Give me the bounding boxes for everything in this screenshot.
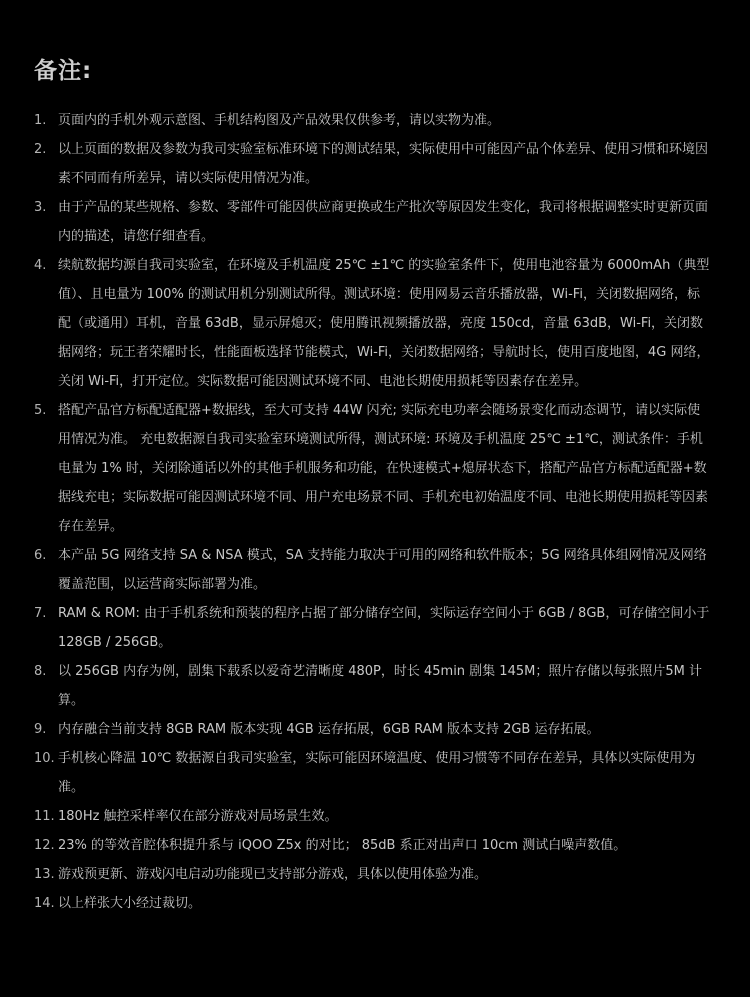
- item-text: RAM & ROM: 由于手机系统和预装的程序占据了部分储存空间，实际运存空间小于 6GB / 8GB，可存储空间小于 128GB / 256GB。: [58, 606, 710, 650]
- item-text: 游戏预更新、游戏闪电启动功能现已支持部分游戏，具体以使用体验为准。: [58, 867, 488, 882]
- notes-list: [34, 106, 716, 918]
- list-item: [34, 831, 716, 860]
- item-number: 6.: [34, 548, 47, 563]
- item-number: 9.: [34, 722, 47, 737]
- item-text: 本产品 5G 网络支持 SA & NSA 模式，SA 支持能力取决于可用的网络和软件版本；5G 网络具体组网情况及网络覆盖范围，以运营商实际部署为准。: [58, 548, 707, 592]
- list-item: [34, 802, 716, 831]
- item-text: 以上页面的数据及参数为我司实验室标准环境下的测试结果，实际使用中可能因产品个体差异、使用习惯和环境因素不同而有所差异，请以实际使用情况为准。: [58, 142, 709, 186]
- item-text: 23% 的等效音腔体积提升系与 iQOO Z5x 的对比； 85dB 系正对出声口 10cm 测试白噪声数值。: [58, 838, 627, 853]
- list-item: [34, 251, 716, 396]
- item-text: 以 256GB 内存为例，剧集下载系以爱奇艺清晰度 480P，时长 45min 剧集 145M；照片存储以每张照片5M 计算。: [58, 664, 702, 708]
- item-number: 14.: [34, 896, 55, 911]
- list-item: [34, 889, 716, 918]
- list-item: [34, 715, 716, 744]
- item-number: 3.: [34, 200, 47, 215]
- item-number: 5.: [34, 403, 47, 418]
- page-title: 备注:: [34, 58, 93, 84]
- item-number: 11.: [34, 809, 55, 824]
- list-item: [34, 657, 716, 715]
- item-text: 180Hz 触控采样率仅在部分游戏对局场景生效。: [58, 809, 338, 824]
- list-item: [34, 599, 716, 657]
- item-number: 12.: [34, 838, 55, 853]
- item-number: 2.: [34, 142, 47, 157]
- list-item: [34, 744, 716, 802]
- item-number: 10.: [34, 751, 55, 766]
- item-text: 手机核心降温 10℃ 数据源自我司实验室，实际可能因环境温度、使用习惯等不同存在差异，具体以实际使用为准。: [58, 751, 696, 795]
- list-item: [34, 193, 716, 251]
- item-text: 由于产品的某些规格、参数、零部件可能因供应商更换或生产批次等原因发生变化，我司将根据调整实时更新页面内的描述，请您仔细查看。: [58, 200, 709, 244]
- list-item: [34, 541, 716, 599]
- item-number: 7.: [34, 606, 47, 621]
- item-number: 1.: [34, 113, 47, 128]
- item-text: 续航数据均源自我司实验室，在环境及手机温度 25℃ ±1℃ 的实验室条件下，使用电池容量为 6000mAh（典型值）、且电量为 100% 的测试用机分别测试所得。测试环境：使用网易云音乐播放器，Wi-Fi，关闭数据网络，标配（或通用）耳机，音量 63dB，显示屏熄灭；使用腾讯视频播放器，亮度 150cd，音量 63dB，Wi-Fi，关闭数据网络；玩王者荣耀时长，性能面板选择节能模式，Wi-Fi，关闭数据网络；导航时长，使用百度地图，4G 网络，关闭 Wi-Fi，打开定位。实际数据可能因测试环境不同、电池长期使用损耗等因素存在差异。: [58, 258, 710, 389]
- item-number: 13.: [34, 867, 55, 882]
- item-text: 内存融合当前支持 8GB RAM 版本实现 4GB 运存拓展，6GB RAM 版本支持 2GB 运存拓展。: [58, 722, 600, 737]
- list-item: [34, 860, 716, 889]
- item-text: 以上样张大小经过裁切。: [58, 896, 202, 911]
- item-text: 页面内的手机外观示意图、手机结构图及产品效果仅供参考，请以实物为准。: [58, 113, 501, 128]
- item-number: 8.: [34, 664, 47, 679]
- list-item: [34, 135, 716, 193]
- list-item: [34, 396, 716, 541]
- list-item: [34, 106, 716, 135]
- item-number: 4.: [34, 258, 47, 273]
- item-text: 搭配产品官方标配适配器+数据线，至大可支持 44W 闪充; 实际充电功率会随场景变化而动态调节，请以实际使用情况为准。 充电数据源自我司实验室环境测试所得，测试环境: 环境及手机温度 25℃ ±1℃，测试条件：手机电量为 1% 时，关闭除通话以外的其他手机服务和功能，在快速模式+熄屏状态下，搭配产品官方标配适配器+数据线充电；实际数据可能因测试环境不同、用户充电场景不同、手机充电初始温度不同、电池长期使用损耗等因素存在差异。: [58, 403, 709, 534]
